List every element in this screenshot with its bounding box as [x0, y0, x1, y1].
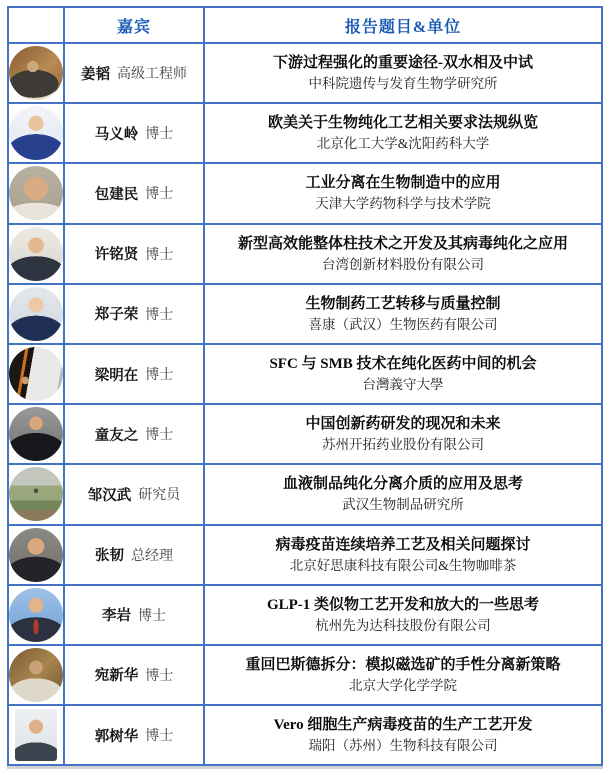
- topic-column-header: 报告题目&单位: [344, 18, 462, 36]
- guest-name-cell: [65, 44, 205, 102]
- guest-name-cell: [65, 646, 205, 704]
- guest-photo-cell: [9, 104, 65, 162]
- talk-title: 新型高效能整体柱技术之开发及其病毒纯化之应用: [237, 235, 568, 252]
- talk-organization: 中科院遗传与发育生物学研究所: [308, 76, 498, 92]
- talk-title: 下游过程强化的重要途径-双水相及中试: [273, 55, 533, 72]
- table-row: [9, 463, 601, 523]
- talk-cell: [205, 586, 601, 644]
- talk-title: 重回巴斯德拆分：模拟磁选矿的手性分离新策略: [245, 656, 561, 673]
- guest-title: 博士: [138, 608, 166, 624]
- table-row: [9, 223, 601, 283]
- speaker-schedule-table: [7, 6, 603, 766]
- guest-name: 许铭贤: [94, 247, 139, 264]
- guest-name: 梁明在: [94, 367, 139, 384]
- guest-column-header: 嘉宾: [116, 18, 151, 36]
- guest-title: 博士: [145, 368, 174, 384]
- talk-cell: [205, 164, 601, 222]
- guest-title: 研究员: [138, 488, 181, 504]
- guest-name: 李岩: [102, 608, 131, 625]
- guest-name-cell: [65, 586, 205, 644]
- guest-name: 宛新华: [94, 668, 139, 685]
- zheng-zirong-photo: [9, 287, 63, 341]
- guest-photo-cell: [9, 646, 65, 704]
- guest-title: 博士: [145, 729, 174, 745]
- guo-shuhua-photo: [15, 709, 57, 761]
- table-row: [9, 102, 601, 162]
- talk-organization: 北京好思康科技有限公司&生物咖啡茶: [289, 557, 517, 573]
- guest-photo-cell: [9, 465, 65, 523]
- talk-cell: [205, 285, 601, 343]
- guest-title: 高级工程师: [117, 67, 187, 83]
- tong-youzhi-photo: [9, 407, 63, 461]
- guest-name: 郑子荣: [94, 307, 139, 324]
- wan-xinhua-photo: [9, 648, 63, 702]
- talk-organization: 苏州开拓药业股份有限公司: [322, 437, 484, 453]
- guest-title: 博士: [145, 247, 174, 263]
- talk-cell: [205, 646, 601, 704]
- guest-name-cell: [65, 285, 205, 343]
- talk-cell: [205, 465, 601, 523]
- ma-yiling-photo: [9, 106, 63, 160]
- guest-name: 包建民: [94, 186, 139, 203]
- guest-photo-cell: [9, 225, 65, 283]
- table-row: [9, 283, 601, 343]
- table-row: [9, 584, 601, 644]
- header-topic-cell: [205, 8, 601, 42]
- talk-title: Vero 细胞生产病毒疫苗的生产工艺开发: [273, 717, 533, 734]
- talk-organization: 武汉生物制品研究所: [342, 497, 464, 513]
- li-yan-photo: [9, 588, 63, 642]
- guest-name: 郭树华: [94, 728, 139, 745]
- table-row: [9, 403, 601, 463]
- talk-title: 血液制品纯化分离介质的应用及思考: [282, 476, 523, 493]
- talk-title: SFC 与 SMB 技术在纯化医药中间的机会: [269, 356, 537, 373]
- talk-cell: [205, 44, 601, 102]
- guest-photo-cell: [9, 345, 65, 403]
- talk-organization: 北京化工大学&沈阳药科大学: [316, 136, 490, 152]
- guest-photo-cell: [9, 164, 65, 222]
- talk-cell: [205, 526, 601, 584]
- talk-organization: 杭州先为达科技股份有限公司: [315, 617, 491, 633]
- guest-name-cell: [65, 345, 205, 403]
- talk-cell: [205, 405, 601, 463]
- guest-name-cell: [65, 225, 205, 283]
- guest-name-cell: [65, 526, 205, 584]
- talk-title: 工业分离在生物制造中的应用: [305, 175, 501, 192]
- guest-name: 张韧: [95, 548, 124, 565]
- table-row: [9, 42, 601, 102]
- guest-title: 博士: [145, 127, 174, 143]
- table-row: [9, 162, 601, 222]
- guest-name-cell: [65, 104, 205, 162]
- guest-title: 博士: [145, 668, 174, 684]
- bao-jianmin-photo: [9, 166, 63, 220]
- table-header-row: [9, 8, 601, 42]
- guest-title: 博士: [145, 187, 174, 203]
- guest-photo-cell: [9, 405, 65, 463]
- guest-title: 博士: [145, 307, 174, 323]
- table-row: [9, 343, 601, 403]
- guest-name: 马义岭: [94, 126, 139, 143]
- zou-hanwu-photo: [9, 467, 63, 521]
- talk-cell: [205, 104, 601, 162]
- talk-organization: 天津大学药物科学与技术学院: [315, 196, 491, 212]
- guest-photo-cell: [9, 706, 65, 764]
- guest-name-cell: [65, 706, 205, 764]
- guest-photo-cell: [9, 526, 65, 584]
- table-row: [9, 644, 601, 704]
- guest-photo-cell: [9, 44, 65, 102]
- guest-name-cell: [65, 405, 205, 463]
- zhang-ren-photo: [9, 528, 63, 582]
- talk-cell: [205, 706, 601, 764]
- talk-cell: [205, 345, 601, 403]
- guest-name-cell: [65, 465, 205, 523]
- guest-photo-cell: [9, 586, 65, 644]
- talk-organization: 喜康（武汉）生物医药有限公司: [308, 316, 498, 332]
- talk-organization: 北京大学化学学院: [349, 677, 457, 693]
- talk-organization: 台湾创新材料股份有限公司: [322, 256, 484, 272]
- table-row: [9, 524, 601, 584]
- guest-name: 童友之: [94, 427, 139, 444]
- liang-mingzai-photo: [9, 347, 63, 401]
- talk-cell: [205, 225, 601, 283]
- guest-title: 总经理: [131, 548, 173, 564]
- header-photo-cell: [9, 8, 65, 42]
- talk-organization: 瑞阳（苏州）生物科技有限公司: [308, 738, 498, 754]
- talk-title: 生物制药工艺转移与质量控制: [305, 295, 501, 312]
- jiang-tao-photo: [9, 46, 63, 100]
- guest-title: 博士: [145, 428, 174, 444]
- guest-photo-cell: [9, 285, 65, 343]
- talk-organization: 台灣義守大學: [362, 377, 444, 393]
- header-guest-cell: [65, 8, 205, 42]
- talk-title: 病毒疫苗连续培养工艺及相关问题探讨: [275, 536, 531, 553]
- table-row: [9, 704, 601, 764]
- guest-name-cell: [65, 164, 205, 222]
- talk-title: 欧美关于生物纯化工艺相关要求法规纵览: [267, 115, 538, 132]
- guest-name: 邹汉武: [87, 487, 132, 504]
- talk-title: 中国创新药研发的现况和未来: [305, 416, 501, 433]
- guest-name: 姜韬: [81, 66, 110, 83]
- xu-mingxian-photo: [9, 227, 63, 281]
- talk-title: GLP-1 类似物工艺开发和放大的一些思考: [266, 596, 540, 613]
